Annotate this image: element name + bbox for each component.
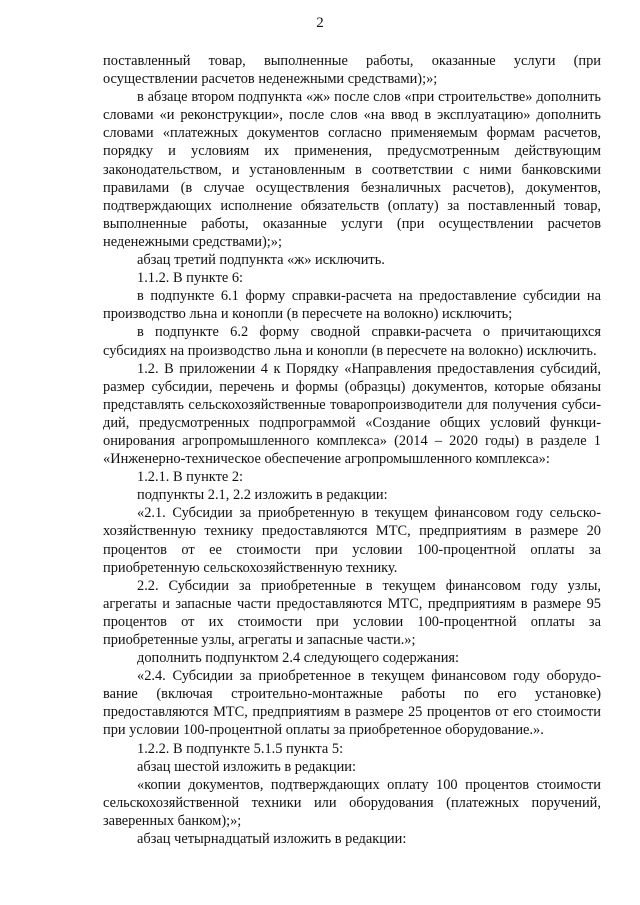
paragraph-13: «2.4. Субсидии за приобретенное в текущем финансовом году оборудо-вание (включая строительно-монтажные работы по его установке) предоставляются МТС, предприятиям в размере 25 процентов от его стоимости при условии 100-процентной оплаты за приобретенное оборудование.».: [103, 668, 601, 739]
page-number: 2: [316, 15, 324, 31]
paragraph-5: в подпункте 6.1 форму справки-расчета на предоставление субсидии на производство льна и конопли (в пересчете на волокно) исключить;: [103, 288, 601, 323]
paragraph-14: 1.2.2. В подпункте 5.1.5 пункта 5:: [137, 740, 344, 757]
paragraph-10: «2.1. Субсидии за приобретенную в текущем финансовом году сельско-хозяйственную технику предоставляются МТС, предприятиям в размере 20 процентов от ее стоимости при условии 100-процентной оплаты за приобретенную сельскохозяйственную технику.: [103, 505, 601, 576]
paragraph-9: подпункты 2.1, 2.2 изложить в редакции:: [137, 487, 388, 504]
paragraph-2: в абзаце втором подпункта «ж» после слов «при строительстве» дополнить словами «и реконструкции», после слов «на ввод в эксплуатацию» дополнить словами «платежных документов согласно применяемым формам расчетов, порядку и условиям их применения, предусмотренным действующим законодательством, и установленным в соответствии с ними банковскими правилами (в случае осуществления безналичных расчетов), документов, подтверждающих исполнение обязательств (оплату) за поставленный товар, выполненные работы, оказанные услуги (при осуществлении расчетов неденежными средствами);»;: [103, 89, 601, 250]
paragraph-6: в подпункте 6.2 форму сводной справки-расчета о причитающихся субсидиях на производство льна и конопли (в пересчете на волокно) исключить.: [103, 324, 601, 359]
paragraph-11: 2.2. Субсидии за приобретенные в текущем финансовом году узлы, агрегаты и запасные части предоставляются МТС, предприятиям в размере 95 процентов от их стоимости при условии 100-процентной оплаты за приобретенные узлы, агрегаты и запасные части.»;: [103, 577, 601, 648]
paragraph-3: абзац третий подпункта «ж» исключить.: [137, 252, 385, 269]
paragraph-4: 1.1.2. В пункте 6:: [137, 270, 244, 287]
paragraph-1: поставленный товар, выполненные работы, оказанные услуги (при осуществлении расчетов неденежными средствами);»;: [103, 53, 601, 88]
document-body: [103, 52, 601, 848]
paragraph-17: абзац четырнадцатый изложить в редакции:: [137, 831, 407, 848]
paragraph-15: абзац шестой изложить в редакции:: [137, 758, 356, 775]
paragraph-16: «копии документов, подтверждающих оплату 100 процентов стоимости сельскохозяйственной техники или оборудования (платежных поручений, заверенных банком);»;: [103, 776, 601, 829]
paragraph-8: 1.2.1. В пункте 2:: [137, 469, 244, 486]
paragraph-7: 1.2. В приложении 4 к Порядку «Направления предоставления субсидий, размер субсидии, перечень и формы (образцы) документов, которые обязаны представлять сельскохозяйственные товаропроизводители для получения субси-дий, предусмотренных подпрограммой «Создание общих условий функци-онирования агропромышленного комплекса» (2014 – 2020 годы) в разделе 1 «Инженерно-техническое обеспечение агропромышленного комплекса»:: [103, 360, 601, 468]
paragraph-12: дополнить подпунктом 2.4 следующего содержания:: [137, 650, 460, 667]
